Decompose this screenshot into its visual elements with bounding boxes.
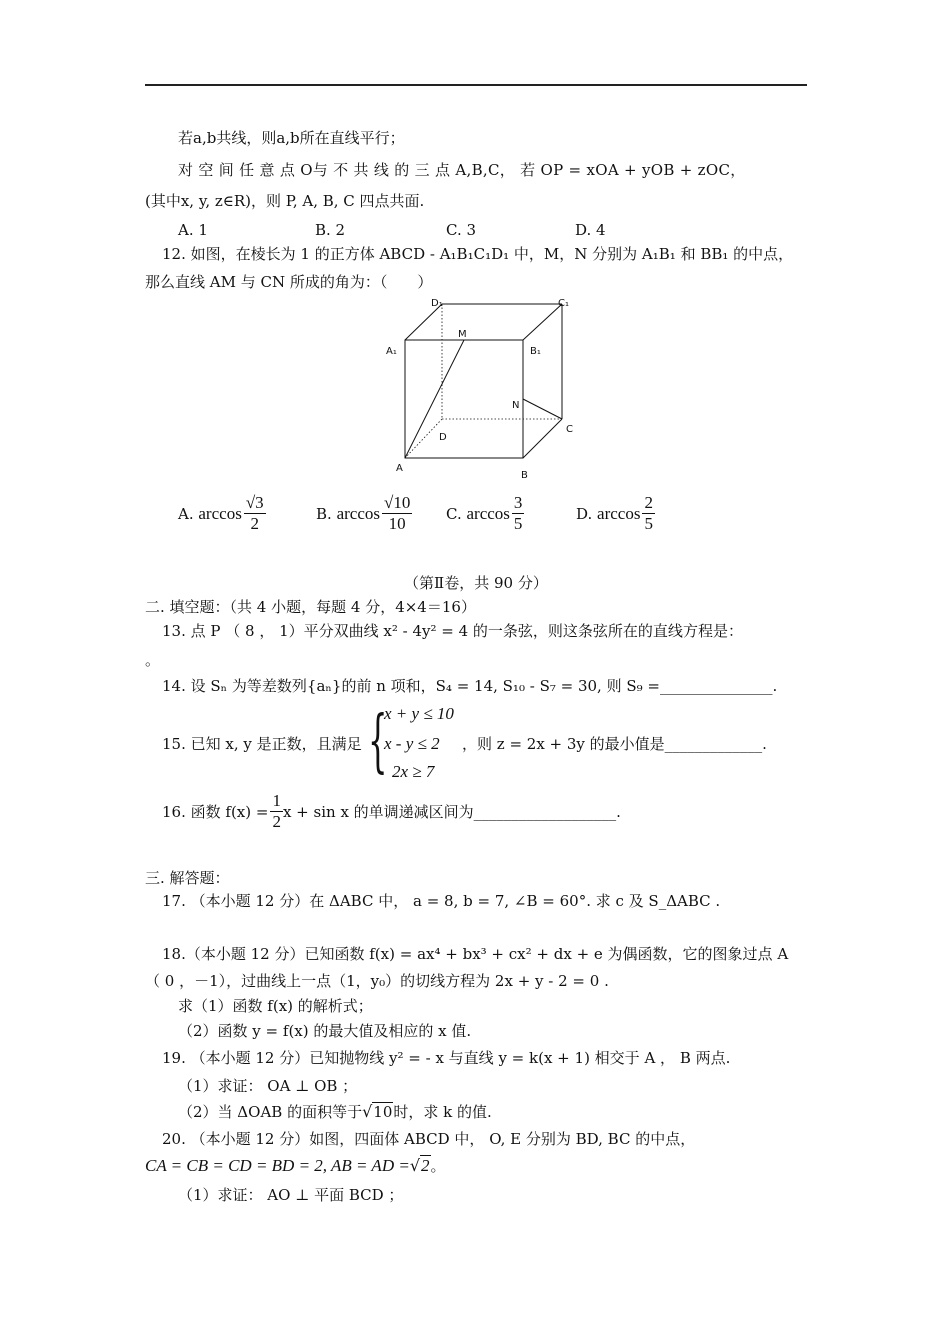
label-a1: A₁	[386, 346, 397, 357]
part2-title: （第Ⅱ卷，共 90 分）	[404, 574, 548, 592]
q18-line3: 求（1）函数 f(x) 的解析式；	[178, 997, 373, 1015]
q18-line2: （ 0 ，－1），过曲线上一点（1，y₀）的切线方程为 2x + y - 2 = 0 .	[145, 972, 609, 990]
hidden-edge-da	[405, 419, 442, 458]
p11-option-c: C. 3	[446, 221, 477, 239]
p12-option-a: A. arccos $\frac{√3}{2}$	[178, 493, 264, 533]
q15-ineq-2: x - y ≤ 2	[384, 734, 440, 753]
label-d: D	[439, 432, 447, 443]
q14: 14. 设 Sₙ 为等差数列{aₙ}的前 n 项和，S₄ = 14, S₁₀ - S₇ = 30, 则 S₉ =_______________.	[162, 677, 778, 695]
p11-option-b: B. 2	[315, 221, 346, 239]
p11-line2: 对 空 间 任 意 点 O与 不 共 线 的 三 点 A,B,C， 若 OP = xOA + yOB + zOC，	[178, 161, 746, 179]
q15-ineq-1: x + y ≤ 10	[384, 704, 454, 723]
q20-line3: （1）求证： AO ⊥ 平面 BCD ；	[178, 1186, 404, 1204]
q16: 16. 函数 f(x) = $\frac{1}{2}$ x + sin x 的单调递减区间为___________________.	[162, 791, 621, 831]
section2-heading: 二. 填空题：（共 4 小题，每题 4 分，4×4＝16）	[145, 598, 476, 616]
section3-heading: 三. 解答题：	[145, 869, 230, 887]
edge-c1b1	[523, 304, 562, 340]
q15-brace: {	[368, 702, 388, 781]
q15-post: ，则 z = 2x + 3y 的最小值是_____________.	[462, 735, 767, 753]
p12-option-c: C. arccos $\frac{3}{5}$	[446, 493, 523, 533]
q19-line3: （2）当 ΔOAB 的面积等于√10时，求 k 的值.	[178, 1102, 492, 1121]
q18-line1: 18.（本小题 12 分）已知函数 f(x) = ax⁴ + bx³ + cx² + dx + e 为偶函数，它的图象过点 A	[162, 945, 789, 963]
label-n: N	[512, 400, 520, 411]
label-a: A	[396, 463, 403, 474]
q19-line1: 19. （本小题 12 分）已知抛物线 y² = - x 与直线 y = k(x + 1) 相交于 A ， B 两点.	[162, 1049, 731, 1067]
edge-bc	[523, 419, 562, 458]
p12-line2: 那么直线 AM 与 CN 所成的角为：（ ）	[145, 273, 433, 291]
p11-line3: (其中x, y, z∈R)，则 P, A, B, C 四点共面.	[145, 192, 425, 210]
p12-option-d: D. arccos $\frac{2}{5}$	[576, 493, 653, 533]
label-c: C	[566, 424, 573, 435]
label-c1: C₁	[558, 298, 569, 309]
segment-am	[405, 340, 464, 458]
q20-line2: CA = CB = CD = BD = 2, AB = AD =√2。	[145, 1156, 446, 1175]
p11-option-d: D. 4	[575, 221, 606, 239]
segment-nc	[523, 399, 562, 419]
p11-line1: 若a,b共线，则a,b所在直线平行；	[178, 129, 405, 147]
q13-end: 。	[145, 651, 161, 669]
q15-pre: 15. 已知 x, y 是正数，且满足	[162, 735, 362, 753]
p12-line1: 12. 如图，在棱长为 1 的正方体 ABCD - A₁B₁C₁D₁ 中，M，N 分别为 A₁B₁ 和 BB₁ 的中点，	[162, 245, 794, 263]
label-d1: D₁	[431, 298, 443, 309]
header-rule	[145, 84, 807, 86]
q18-line4: （2）函数 y = f(x) 的最大值及相应的 x 值.	[178, 1022, 472, 1040]
q20-line1: 20. （本小题 12 分）如图，四面体 ABCD 中， O, E 分别为 BD, BC 的中点，	[162, 1130, 696, 1148]
q13: 13. 点 P （ 8 ， 1）平分双曲线 x² - 4y² = 4 的一条弦，则这条弦所在的直线方程是：	[162, 622, 743, 640]
q17: 17. （本小题 12 分）在 ΔABC 中， a = 8, b = 7, ∠B = 60°. 求 c 及 S_ΔABC .	[162, 892, 721, 910]
p11-option-a: A. 1	[178, 221, 208, 239]
label-b: B	[521, 470, 528, 481]
q19-line2: （1）求证： OA ⊥ OB ；	[178, 1077, 358, 1095]
label-b1: B₁	[530, 346, 541, 357]
label-m: M	[458, 329, 467, 340]
cube-figure	[380, 292, 580, 484]
p12-option-b: B. arccos $\frac{√10}{10}$	[316, 493, 411, 533]
q15-ineq-3: 2x ≥ 7	[392, 762, 435, 781]
front-face	[405, 340, 523, 458]
